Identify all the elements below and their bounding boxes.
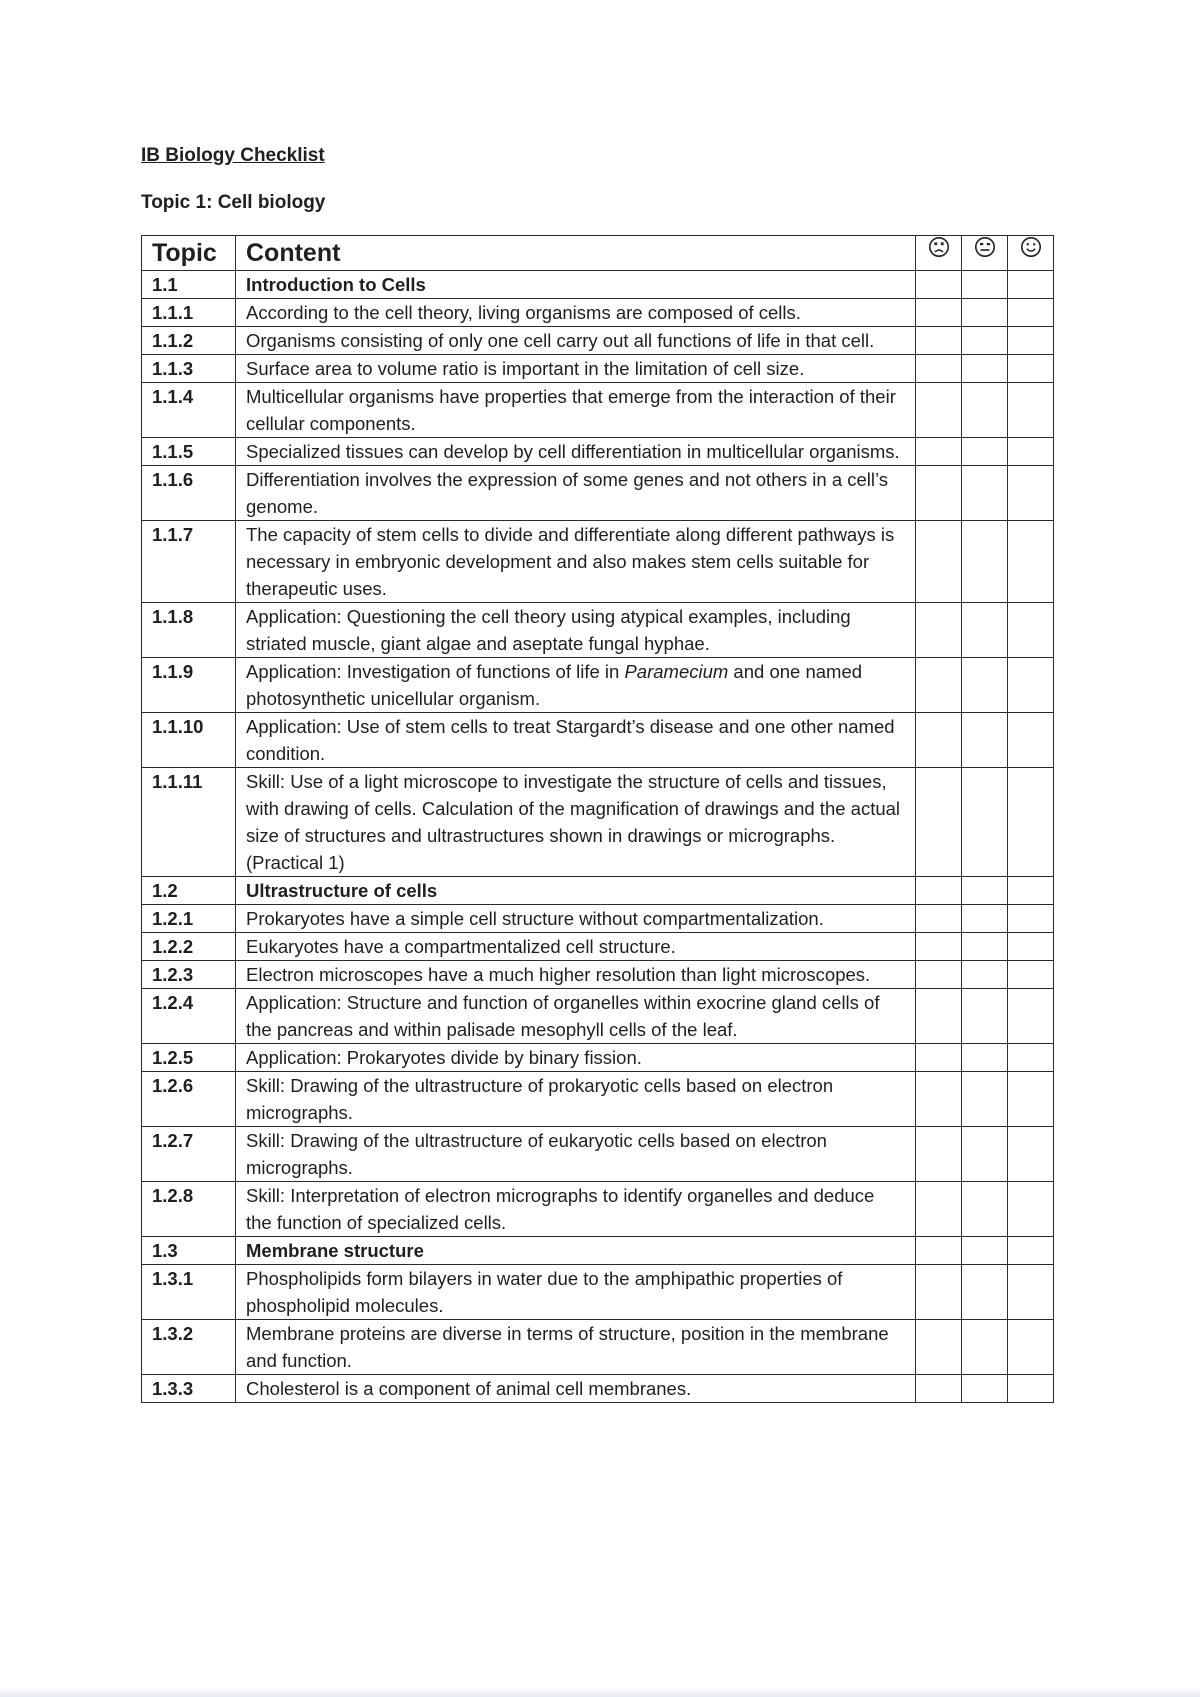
- row-content: Phospholipids form bilayers in water due to the amphipathic properties of phospholipid molecules.: [236, 1265, 916, 1320]
- table-row: [142, 933, 1054, 961]
- row-number: 1.1.9: [142, 658, 236, 713]
- table-row: [142, 905, 1054, 933]
- row-content: Specialized tissues can develop by cell differentiation in multicellular organisms.: [236, 438, 916, 466]
- sad-checkbox[interactable]: [916, 1265, 962, 1320]
- sad-checkbox[interactable]: [916, 877, 962, 905]
- happy-checkbox[interactable]: [1008, 1182, 1054, 1237]
- row-number: 1.2.8: [142, 1182, 236, 1237]
- row-content-end: and one named photosynthetic unicellular organism.: [246, 661, 863, 709]
- neutral-checkbox[interactable]: [962, 877, 1008, 905]
- neutral-checkbox[interactable]: [962, 933, 1008, 961]
- sad-checkbox[interactable]: [916, 713, 962, 768]
- happy-checkbox[interactable]: [1008, 1265, 1054, 1320]
- sad-checkbox[interactable]: [916, 658, 962, 713]
- neutral-checkbox[interactable]: [962, 438, 1008, 466]
- neutral-checkbox[interactable]: [962, 1237, 1008, 1265]
- table-row: [142, 1265, 1054, 1320]
- row-content: Eukaryotes have a compartmentalized cell structure.: [236, 933, 916, 961]
- sad-checkbox[interactable]: [916, 327, 962, 355]
- happy-checkbox[interactable]: [1008, 299, 1054, 327]
- table-row: [142, 877, 1054, 905]
- table-row: [142, 1320, 1054, 1375]
- happy-checkbox[interactable]: [1008, 961, 1054, 989]
- table-row: [142, 383, 1054, 438]
- row-content: Application: Questioning the cell theory using atypical examples, including striated muscle, giant algae and aseptate fungal hyphae.: [236, 603, 916, 658]
- happy-checkbox[interactable]: [1008, 1320, 1054, 1375]
- neutral-checkbox[interactable]: [962, 961, 1008, 989]
- sad-checkbox[interactable]: [916, 299, 962, 327]
- neutral-checkbox[interactable]: [962, 1265, 1008, 1320]
- sad-checkbox[interactable]: [916, 1127, 962, 1182]
- neutral-checkbox[interactable]: [962, 1072, 1008, 1127]
- row-content: Skill: Drawing of the ultrastructure of prokaryotic cells based on electron micrographs.: [236, 1072, 916, 1127]
- row-number: 1.1.10: [142, 713, 236, 768]
- row-content: Ultrastructure of cells: [236, 877, 916, 905]
- row-content: Electron microscopes have a much higher resolution than light microscopes.: [236, 961, 916, 989]
- table-row: [142, 299, 1054, 327]
- happy-checkbox[interactable]: [1008, 933, 1054, 961]
- row-number: 1.1.2: [142, 327, 236, 355]
- row-content: Prokaryotes have a simple cell structure without compartmentalization.: [236, 905, 916, 933]
- happy-checkbox[interactable]: [1008, 1237, 1054, 1265]
- topic-column-header: Topic: [142, 236, 236, 271]
- neutral-checkbox[interactable]: [962, 1375, 1008, 1403]
- topic-subtitle: Topic 1: Cell biology: [141, 192, 326, 213]
- happy-checkbox[interactable]: [1008, 905, 1054, 933]
- row-number: 1.1.1: [142, 299, 236, 327]
- row-content: Membrane structure: [236, 1237, 916, 1265]
- happy-checkbox[interactable]: [1008, 271, 1054, 299]
- neutral-checkbox[interactable]: [962, 521, 1008, 603]
- row-content: Skill: Interpretation of electron micrographs to identify organelles and deduce the function of specialized cells.: [236, 1182, 916, 1237]
- sad-checkbox[interactable]: [916, 383, 962, 438]
- sad-checkbox[interactable]: [916, 1237, 962, 1265]
- sad-face-icon: [916, 236, 962, 271]
- sad-checkbox[interactable]: [916, 521, 962, 603]
- happy-checkbox[interactable]: [1008, 521, 1054, 603]
- row-content: Differentiation involves the expression of some genes and not others in a cell’s genome.: [236, 466, 916, 521]
- row-number: 1.2.6: [142, 1072, 236, 1127]
- table-row: [142, 355, 1054, 383]
- row-number: 1.1.5: [142, 438, 236, 466]
- neutral-checkbox[interactable]: [962, 768, 1008, 877]
- row-content: Surface area to volume ratio is important in the limitation of cell size.: [236, 355, 916, 383]
- table-row: [142, 521, 1054, 603]
- neutral-checkbox[interactable]: [962, 905, 1008, 933]
- row-content: Skill: Use of a light microscope to investigate the structure of cells and tissues, with drawing of cells. Calculation of the magnification of drawings and the actual size of structures and ultrastructures shown in drawings or micrographs. (Practical 1): [236, 768, 916, 877]
- row-content-start: Application: Investigation of functions of life in: [246, 661, 620, 682]
- row-number: 1.1.7: [142, 521, 236, 603]
- sad-checkbox[interactable]: [916, 1072, 962, 1127]
- row-number: 1.1.3: [142, 355, 236, 383]
- neutral-checkbox[interactable]: [962, 271, 1008, 299]
- happy-checkbox[interactable]: [1008, 603, 1054, 658]
- row-content: Introduction to Cells: [236, 271, 916, 299]
- row-number: 1.1.8: [142, 603, 236, 658]
- sad-checkbox[interactable]: [916, 1182, 962, 1237]
- sad-checkbox[interactable]: [916, 1044, 962, 1072]
- row-content: Membrane proteins are diverse in terms of structure, position in the membrane and function.: [236, 1320, 916, 1375]
- row-content: According to the cell theory, living organisms are composed of cells.: [236, 299, 916, 327]
- content-column-header: Content: [236, 236, 916, 271]
- sad-checkbox[interactable]: [916, 1375, 962, 1403]
- happy-checkbox[interactable]: [1008, 438, 1054, 466]
- neutral-checkbox[interactable]: [962, 1044, 1008, 1072]
- table-row: [142, 271, 1054, 299]
- happy-checkbox[interactable]: [1008, 1375, 1054, 1403]
- sad-checkbox[interactable]: [916, 905, 962, 933]
- happy-checkbox[interactable]: [1008, 658, 1054, 713]
- table-row: [142, 603, 1054, 658]
- row-content: Application: Use of stem cells to treat Stargardt’s disease and one other named condition.: [236, 713, 916, 768]
- sad-checkbox[interactable]: [916, 438, 962, 466]
- row-number: 1.2.7: [142, 1127, 236, 1182]
- row-content: Cholesterol is a component of animal cell membranes.: [236, 1375, 916, 1403]
- table-row: [142, 1044, 1054, 1072]
- table-row: [142, 327, 1054, 355]
- table-row: [142, 989, 1054, 1044]
- table-row: [142, 1237, 1054, 1265]
- row-number: 1.2.4: [142, 989, 236, 1044]
- sad-checkbox[interactable]: [916, 466, 962, 521]
- happy-face-icon: [1008, 236, 1054, 271]
- table-row: [142, 1072, 1054, 1127]
- neutral-checkbox[interactable]: [962, 989, 1008, 1044]
- row-number: 1.1: [142, 271, 236, 299]
- neutral-face-icon: [962, 236, 1008, 271]
- happy-checkbox[interactable]: [1008, 877, 1054, 905]
- row-number: 1.2.2: [142, 933, 236, 961]
- row-number: 1.3: [142, 1237, 236, 1265]
- table-row: [142, 1182, 1054, 1237]
- row-number: 1.2.3: [142, 961, 236, 989]
- neutral-checkbox[interactable]: [962, 327, 1008, 355]
- happy-checkbox[interactable]: [1008, 1127, 1054, 1182]
- document-title: IB Biology Checklist: [141, 145, 325, 166]
- species-name: Paramecium: [624, 661, 729, 682]
- table-row: [142, 713, 1054, 768]
- table-row: [142, 961, 1054, 989]
- table-row: [142, 438, 1054, 466]
- row-content: Skill: Drawing of the ultrastructure of eukaryotic cells based on electron micrographs.: [236, 1127, 916, 1182]
- sad-checkbox[interactable]: [916, 768, 962, 877]
- row-content: Application: Structure and function of organelles within exocrine gland cells of the pancreas and within palisade mesophyll cells of the leaf.: [236, 989, 916, 1044]
- sad-checkbox[interactable]: [916, 603, 962, 658]
- sad-checkbox[interactable]: [916, 355, 962, 383]
- checklist-table: [141, 235, 1054, 1403]
- happy-checkbox[interactable]: [1008, 383, 1054, 438]
- neutral-checkbox[interactable]: [962, 1127, 1008, 1182]
- scan-edge-strip: [0, 1688, 1200, 1697]
- neutral-checkbox[interactable]: [962, 1182, 1008, 1237]
- happy-checkbox[interactable]: [1008, 989, 1054, 1044]
- table-row: [142, 1127, 1054, 1182]
- row-number: 1.1.4: [142, 383, 236, 438]
- neutral-checkbox[interactable]: [962, 658, 1008, 713]
- happy-checkbox[interactable]: [1008, 327, 1054, 355]
- neutral-checkbox[interactable]: [962, 713, 1008, 768]
- neutral-checkbox[interactable]: [962, 466, 1008, 521]
- sad-checkbox[interactable]: [916, 1320, 962, 1375]
- neutral-checkbox[interactable]: [962, 1320, 1008, 1375]
- happy-checkbox[interactable]: [1008, 1072, 1054, 1127]
- row-number: 1.1.6: [142, 466, 236, 521]
- row-number: 1.3.2: [142, 1320, 236, 1375]
- table-header-row: [142, 236, 1054, 271]
- table-row: [142, 768, 1054, 877]
- row-number: 1.3.1: [142, 1265, 236, 1320]
- table-row: [142, 466, 1054, 521]
- happy-checkbox[interactable]: [1008, 355, 1054, 383]
- row-content: Application: Prokaryotes divide by binary fission.: [236, 1044, 916, 1072]
- neutral-checkbox[interactable]: [962, 383, 1008, 438]
- sad-checkbox[interactable]: [916, 933, 962, 961]
- row-content: [236, 658, 916, 713]
- table-row: [142, 658, 1054, 713]
- sad-checkbox[interactable]: [916, 961, 962, 989]
- row-number: 1.2.1: [142, 905, 236, 933]
- sad-checkbox[interactable]: [916, 989, 962, 1044]
- neutral-checkbox[interactable]: [962, 603, 1008, 658]
- neutral-checkbox[interactable]: [962, 299, 1008, 327]
- happy-checkbox[interactable]: [1008, 1044, 1054, 1072]
- row-content: The capacity of stem cells to divide and differentiate along different pathways is necessary in embryonic development and also makes stem cells suitable for therapeutic uses.: [236, 521, 916, 603]
- neutral-checkbox[interactable]: [962, 355, 1008, 383]
- happy-checkbox[interactable]: [1008, 466, 1054, 521]
- row-number: 1.2.5: [142, 1044, 236, 1072]
- row-content: Multicellular organisms have properties that emerge from the interaction of their cellular components.: [236, 383, 916, 438]
- table-row: [142, 1375, 1054, 1403]
- row-content: Organisms consisting of only one cell carry out all functions of life in that cell.: [236, 327, 916, 355]
- row-number: 1.1.11: [142, 768, 236, 877]
- sad-checkbox[interactable]: [916, 271, 962, 299]
- row-number: 1.3.3: [142, 1375, 236, 1403]
- row-number: 1.2: [142, 877, 236, 905]
- happy-checkbox[interactable]: [1008, 768, 1054, 877]
- happy-checkbox[interactable]: [1008, 713, 1054, 768]
